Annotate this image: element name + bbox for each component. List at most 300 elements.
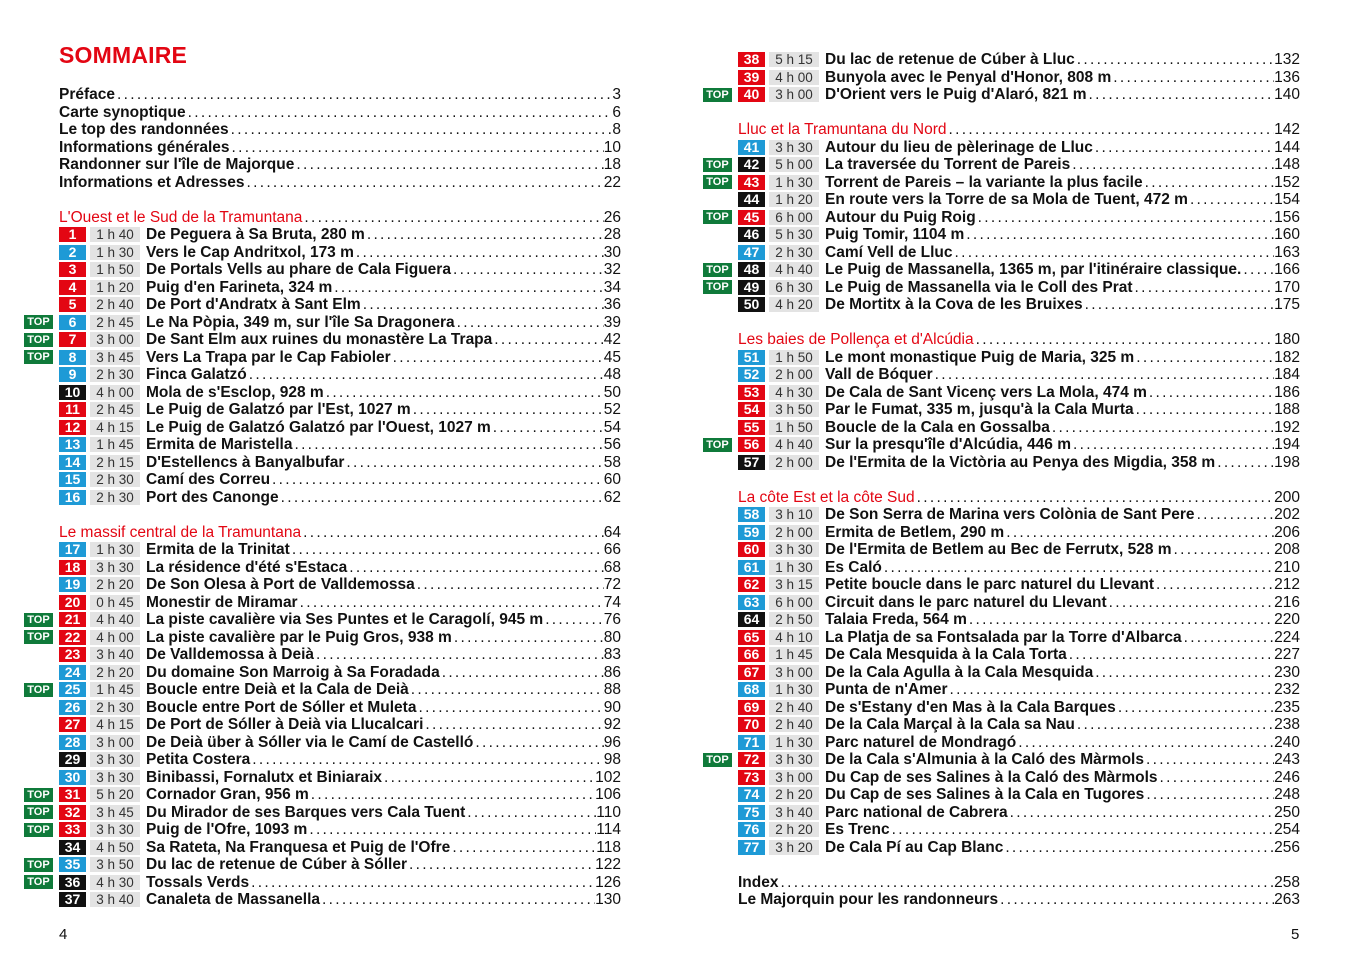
entry-text xyxy=(825,524,1274,542)
page-ref: 28 xyxy=(603,226,621,243)
duration-badge: 2 h 45 xyxy=(90,402,140,417)
hike-row[interactable] xyxy=(59,576,621,594)
entry-text xyxy=(738,489,1274,507)
hike-number-badge: 14 xyxy=(59,455,86,470)
back-matter-entry[interactable] xyxy=(738,891,1300,909)
page-ref: 118 xyxy=(596,838,621,856)
hike-row[interactable] xyxy=(59,296,621,314)
hike-title: De l'Ermita de Betlem au Bec de Ferrutx, 528 m xyxy=(825,541,1172,558)
hike-row[interactable] xyxy=(27,611,621,629)
hike-row[interactable] xyxy=(738,804,1300,822)
leader-dots xyxy=(425,716,603,734)
hike-title: Torrent de Pareis – la variante la plus facile xyxy=(825,173,1143,191)
page-ref: 212 xyxy=(1274,576,1300,593)
hike-row[interactable] xyxy=(738,296,1300,314)
duration-badge: 4 h 00 xyxy=(90,385,140,400)
entry-label: La côte Est et la côte Sud xyxy=(738,488,915,506)
entry-text xyxy=(146,734,604,752)
entry-text xyxy=(146,454,604,472)
hike-row[interactable] xyxy=(59,261,621,279)
entry-text xyxy=(825,699,1274,717)
entry-text xyxy=(825,174,1274,192)
page-ref: 232 xyxy=(1274,681,1300,698)
hike-title: Vers le Cap Andritxol, 173 m xyxy=(146,243,354,261)
hike-row[interactable] xyxy=(738,139,1300,157)
hike-title: Port des Canonge xyxy=(146,488,279,506)
hike-row[interactable] xyxy=(59,419,621,437)
page-ref: 254 xyxy=(1274,821,1300,838)
entry-text xyxy=(825,244,1274,262)
hike-number-badge: 47 xyxy=(738,245,765,260)
duration-badge: 1 h 40 xyxy=(90,227,140,242)
front-matter-entry[interactable] xyxy=(59,139,621,157)
top-badge: TOP xyxy=(24,805,53,819)
hike-number-badge: 60 xyxy=(738,542,765,557)
hike-row[interactable] xyxy=(27,856,621,874)
leader-dots xyxy=(1118,699,1274,717)
duration-badge: 3 h 30 xyxy=(90,560,140,575)
entry-text xyxy=(825,804,1274,822)
leader-dots xyxy=(1109,594,1274,612)
entry-text xyxy=(146,699,604,717)
hike-row[interactable] xyxy=(738,506,1300,524)
hike-row[interactable] xyxy=(59,279,621,297)
hike-title: D'Orient vers le Puig d'Alaró, 821 m xyxy=(825,86,1087,103)
hike-title: Boucle entre Port de Sóller et Muleta xyxy=(146,698,417,716)
entry-text xyxy=(146,314,604,332)
hike-row[interactable] xyxy=(59,839,621,857)
section-heading[interactable] xyxy=(59,209,621,227)
leader-dots xyxy=(1089,86,1275,104)
hike-number-badge: 24 xyxy=(59,665,86,680)
hike-number-badge: 4 xyxy=(59,280,86,295)
hike-number-badge: 13 xyxy=(59,437,86,452)
page-ref: 188 xyxy=(1274,401,1300,418)
hike-number-badge: 7 xyxy=(59,332,86,347)
entry-text xyxy=(146,646,604,664)
hike-number-badge: 63 xyxy=(738,595,765,610)
entry-text xyxy=(825,139,1274,157)
hike-title: De la Cala s'Almunia à la Caló des Màrmols xyxy=(825,751,1144,768)
hike-row[interactable] xyxy=(706,173,1300,192)
leader-dots xyxy=(1184,629,1275,647)
hike-row[interactable] xyxy=(27,873,621,892)
hike-row[interactable] xyxy=(738,51,1300,69)
page-ref: 45 xyxy=(603,348,621,366)
duration-badge: 3 h 40 xyxy=(90,647,140,662)
page-ref: 66 xyxy=(603,541,621,558)
hike-row[interactable] xyxy=(59,751,621,769)
entry-text xyxy=(825,769,1274,787)
leader-dots xyxy=(417,576,604,594)
hike-title: Autour du Puig Roig xyxy=(825,208,976,226)
hike-title: De Port de Sóller à Deià via Llucalcari xyxy=(146,716,424,733)
hike-title: Le Puig de Galatzó par l'Est, 1027 m xyxy=(146,401,411,418)
hike-number-badge: 12 xyxy=(59,420,86,435)
leader-dots xyxy=(1018,734,1274,752)
hike-row[interactable] xyxy=(738,244,1300,262)
hike-row[interactable] xyxy=(27,821,621,839)
duration-badge: 5 h 20 xyxy=(90,787,140,802)
leader-dots xyxy=(349,559,604,577)
hike-title: Circuit dans le parc naturel du Llevant xyxy=(825,593,1107,611)
hike-row[interactable] xyxy=(738,559,1300,577)
page-ref: 175 xyxy=(1274,296,1300,313)
page-ref: 30 xyxy=(603,243,621,261)
hike-row[interactable] xyxy=(738,594,1300,612)
page-ref: 42 xyxy=(603,331,621,348)
hike-row[interactable] xyxy=(738,524,1300,542)
entry-text xyxy=(146,489,604,507)
page-ref: 194 xyxy=(1274,436,1300,453)
hike-row[interactable] xyxy=(738,769,1300,787)
hike-row[interactable] xyxy=(59,454,621,472)
hike-row[interactable] xyxy=(738,576,1300,594)
section-heading[interactable] xyxy=(59,524,621,542)
entry-label: Préface xyxy=(59,86,116,103)
leader-dots xyxy=(935,366,1274,384)
duration-badge: 4 h 40 xyxy=(769,437,819,452)
hike-title: Monestir de Miramar xyxy=(146,593,298,611)
hike-row[interactable] xyxy=(27,313,621,332)
page-ref: 210 xyxy=(1274,558,1300,576)
hike-title: Binibassi, Fornalutx et Biniaraix xyxy=(146,768,383,786)
entry-text xyxy=(146,244,604,262)
hike-row[interactable] xyxy=(738,681,1300,699)
hike-number-badge: 9 xyxy=(59,367,86,382)
leader-dots xyxy=(246,174,603,192)
entry-text xyxy=(146,786,595,804)
entry-text xyxy=(146,541,604,559)
hike-row[interactable] xyxy=(59,366,621,384)
top-badge: TOP xyxy=(703,158,732,172)
page-ref: 68 xyxy=(603,558,621,576)
page-ref: 36 xyxy=(603,296,621,313)
duration-badge: 2 h 40 xyxy=(769,700,819,715)
hike-row[interactable] xyxy=(59,541,621,559)
entry-label: Les baies de Pollença et d'Alcúdia xyxy=(738,331,974,348)
leader-dots xyxy=(231,121,613,139)
page-ref: 227 xyxy=(1274,646,1300,663)
entry-text xyxy=(146,226,604,244)
entry-text xyxy=(825,261,1274,279)
duration-badge: 4 h 30 xyxy=(90,875,140,890)
duration-badge: 1 h 45 xyxy=(90,437,140,452)
hike-row[interactable] xyxy=(59,226,621,244)
entry-text xyxy=(738,891,1274,909)
hike-title: La Platja de sa Fontsalada par la Torre d'Albarca xyxy=(825,628,1182,646)
hike-row[interactable] xyxy=(27,628,621,647)
entry-text xyxy=(146,664,604,682)
duration-badge: 2 h 20 xyxy=(90,577,140,592)
hike-row[interactable] xyxy=(738,401,1300,419)
page-ref: 230 xyxy=(1274,663,1300,681)
hike-row[interactable] xyxy=(738,349,1300,367)
entry-text xyxy=(146,419,604,437)
hike-row[interactable] xyxy=(59,646,621,664)
leader-dots xyxy=(955,244,1275,262)
leader-dots xyxy=(1190,191,1274,209)
duration-badge: 6 h 00 xyxy=(769,210,819,225)
hike-row[interactable] xyxy=(59,471,621,489)
hike-row[interactable] xyxy=(738,786,1300,804)
page-ref: 256 xyxy=(1274,838,1300,856)
hike-row[interactable] xyxy=(27,331,621,349)
hike-number-badge: 33 xyxy=(59,822,86,837)
page-ref: 148 xyxy=(1274,156,1300,173)
hike-number-badge: 52 xyxy=(738,367,765,382)
front-matter-entry[interactable] xyxy=(59,156,621,174)
hike-row[interactable] xyxy=(738,454,1300,472)
front-matter-entry[interactable] xyxy=(59,86,621,104)
hike-title: Finca Galatzó xyxy=(146,366,247,383)
entry-text xyxy=(146,279,604,297)
hike-title: De s'Estany d'en Mas à la Cala Barques xyxy=(825,698,1116,716)
hike-number-badge: 25 xyxy=(59,682,86,697)
hike-row[interactable] xyxy=(59,699,621,717)
entry-text xyxy=(146,261,604,279)
duration-badge: 1 h 45 xyxy=(769,647,819,662)
hike-title: Vers La Trapa par le Cap Fabioler xyxy=(146,348,391,366)
leader-dots xyxy=(272,471,604,489)
hike-number-badge: 59 xyxy=(738,525,765,540)
hike-row[interactable] xyxy=(706,208,1300,227)
hike-row[interactable] xyxy=(59,664,621,682)
top-badge: TOP xyxy=(24,315,53,329)
hike-row[interactable] xyxy=(59,769,621,787)
hike-row[interactable] xyxy=(738,734,1300,752)
duration-badge: 4 h 00 xyxy=(769,70,819,85)
page-ref: 243 xyxy=(1274,751,1300,768)
entry-text xyxy=(825,506,1274,524)
section-heading[interactable] xyxy=(738,121,1300,139)
hike-number-badge: 18 xyxy=(59,560,86,575)
hike-number-badge: 39 xyxy=(738,70,765,85)
duration-badge: 1 h 30 xyxy=(769,175,819,190)
hike-row[interactable] xyxy=(706,86,1300,104)
entry-text xyxy=(59,524,604,542)
leader-dots xyxy=(1095,139,1274,157)
duration-badge: 1 h 50 xyxy=(90,262,140,277)
hike-row[interactable] xyxy=(27,681,621,699)
hike-row[interactable] xyxy=(706,278,1300,297)
hike-title: Le Puig de Galatzó Galatzó par l'Ouest, 1027 m xyxy=(146,418,491,436)
hike-number-badge: 15 xyxy=(59,472,86,487)
hike-title: La résidence d'été s'Estaca xyxy=(146,558,348,576)
hike-title: De la Cala Marçal à la Cala sa Nau xyxy=(825,716,1075,733)
duration-badge: 4 h 15 xyxy=(90,420,140,435)
hike-row[interactable] xyxy=(706,436,1300,454)
duration-badge: 3 h 40 xyxy=(769,805,819,820)
hike-title: De Portals Vells au phare de Cala Figuera xyxy=(146,261,451,278)
leader-dots xyxy=(1160,769,1275,787)
hike-number-badge: 5 xyxy=(59,297,86,312)
hike-row[interactable] xyxy=(706,156,1300,174)
top-badge: TOP xyxy=(24,788,53,802)
hike-row[interactable] xyxy=(59,489,621,507)
hike-number-badge: 41 xyxy=(738,140,765,155)
hike-number-badge: 58 xyxy=(738,507,765,522)
duration-badge: 2 h 00 xyxy=(769,525,819,540)
hike-row[interactable] xyxy=(738,191,1300,209)
entry-text xyxy=(146,629,604,647)
hike-title: De Valldemossa à Deià xyxy=(146,646,315,663)
duration-badge: 3 h 20 xyxy=(769,840,819,855)
hike-title: Par le Fumat, 335 m, jusqu'à la Cala Murta xyxy=(825,401,1134,418)
page-ref: 80 xyxy=(603,628,621,646)
page-ref: 64 xyxy=(603,523,621,541)
entry-label: Le top des randonnées xyxy=(59,121,229,138)
hike-number-badge: 51 xyxy=(738,350,765,365)
duration-badge: 3 h 15 xyxy=(769,577,819,592)
spacer xyxy=(738,314,1300,332)
hike-row[interactable] xyxy=(59,436,621,454)
hike-title: Autour du lieu de pèlerinage de Lluc xyxy=(825,138,1093,156)
page-ref: 202 xyxy=(1274,506,1300,523)
hike-row[interactable] xyxy=(738,699,1300,717)
hike-row[interactable] xyxy=(738,384,1300,402)
front-matter-entry[interactable] xyxy=(59,174,621,192)
page-ref: 144 xyxy=(1274,138,1300,156)
hike-title: Du Cap de ses Salines à la Cala en Tugores xyxy=(825,786,1145,803)
hike-row[interactable] xyxy=(59,401,621,419)
leader-dots xyxy=(296,156,603,174)
page-ref: 110 xyxy=(596,803,621,821)
duration-badge: 3 h 30 xyxy=(769,752,819,767)
duration-badge: 3 h 30 xyxy=(90,752,140,767)
duration-badge: 4 h 50 xyxy=(90,840,140,855)
leader-dots xyxy=(884,559,1274,577)
page-ref: 166 xyxy=(1274,261,1300,278)
duration-badge: 3 h 30 xyxy=(769,140,819,155)
entry-text xyxy=(825,786,1274,804)
hike-row[interactable] xyxy=(738,611,1300,629)
leader-dots xyxy=(1006,524,1274,542)
entry-text xyxy=(59,156,604,174)
hike-row[interactable] xyxy=(738,366,1300,384)
page-ref: 8 xyxy=(612,121,621,138)
leader-dots xyxy=(311,786,595,804)
entry-label: Informations générales xyxy=(59,138,230,156)
top-badge: TOP xyxy=(24,333,53,347)
hike-number-badge: 2 xyxy=(59,245,86,260)
duration-badge: 1 h 20 xyxy=(90,280,140,295)
hike-row[interactable] xyxy=(59,594,621,612)
entry-text xyxy=(825,751,1274,769)
hike-title: Mola de s'Esclop, 928 m xyxy=(146,383,324,401)
page-ref: 263 xyxy=(1274,891,1300,908)
hike-row[interactable] xyxy=(738,839,1300,857)
page-ref: 160 xyxy=(1274,226,1300,243)
hike-number-badge: 74 xyxy=(738,787,765,802)
section-heading[interactable] xyxy=(738,489,1300,507)
hike-row[interactable] xyxy=(706,261,1300,279)
entry-text xyxy=(825,594,1274,612)
page-ref: 240 xyxy=(1274,733,1300,751)
hike-row[interactable] xyxy=(738,664,1300,682)
hike-row[interactable] xyxy=(738,419,1300,437)
front-matter-entry[interactable] xyxy=(59,121,621,139)
hike-row[interactable] xyxy=(59,734,621,752)
hike-title: Talaia Freda, 564 m xyxy=(825,611,967,628)
entry-text xyxy=(146,874,595,892)
hike-row[interactable] xyxy=(738,226,1300,244)
entry-text xyxy=(825,734,1274,752)
entry-text xyxy=(146,576,604,594)
back-matter-entry[interactable] xyxy=(738,874,1300,892)
entry-text xyxy=(146,681,604,699)
hike-row[interactable] xyxy=(59,384,621,402)
top-badge: TOP xyxy=(703,263,732,277)
entry-text xyxy=(825,209,1274,227)
leader-dots xyxy=(457,314,604,332)
hike-row[interactable] xyxy=(738,716,1300,734)
leader-dots xyxy=(117,86,612,104)
hike-row[interactable] xyxy=(706,751,1300,769)
hike-row[interactable] xyxy=(738,646,1300,664)
hike-number-badge: 61 xyxy=(738,560,765,575)
hike-row[interactable] xyxy=(59,891,621,909)
hike-row[interactable] xyxy=(27,803,621,822)
hike-row[interactable] xyxy=(738,69,1300,87)
top-badge: TOP xyxy=(24,823,53,837)
hike-number-badge: 44 xyxy=(738,192,765,207)
entry-text xyxy=(146,751,604,769)
hike-number-badge: 23 xyxy=(59,647,86,662)
hike-row[interactable] xyxy=(738,821,1300,839)
page-ref: 92 xyxy=(603,716,621,733)
hike-row[interactable] xyxy=(27,786,621,804)
page-ref: 39 xyxy=(603,313,621,331)
duration-badge: 2 h 00 xyxy=(769,367,819,382)
hike-number-badge: 57 xyxy=(738,455,765,470)
front-matter-entry[interactable] xyxy=(59,104,621,122)
hike-number-badge: 36 xyxy=(59,875,86,890)
page-ref: 102 xyxy=(595,768,621,786)
leader-dots xyxy=(1197,506,1275,524)
hike-row[interactable] xyxy=(59,559,621,577)
entry-text xyxy=(146,769,595,787)
entry-text xyxy=(59,121,612,139)
page-ref: 48 xyxy=(603,366,621,383)
leader-dots xyxy=(309,821,596,839)
page-ref: 83 xyxy=(603,646,621,663)
leader-dots xyxy=(1005,839,1274,857)
hike-title: De Cala Pí au Cap Blanc xyxy=(825,838,1004,856)
hike-row[interactable] xyxy=(738,629,1300,647)
duration-badge: 1 h 30 xyxy=(769,560,819,575)
hike-row[interactable] xyxy=(27,348,621,367)
entry-text xyxy=(146,716,604,734)
hike-title: Du domaine Son Marroig à Sa Foradada xyxy=(146,663,440,681)
top-badge: TOP xyxy=(24,875,53,889)
leader-dots xyxy=(1010,804,1275,822)
leader-dots xyxy=(356,244,604,262)
leader-dots xyxy=(409,856,595,874)
page-ref: 224 xyxy=(1274,628,1300,646)
leader-dots xyxy=(1136,349,1274,367)
hike-row[interactable] xyxy=(59,716,621,734)
hike-number-badge: 10 xyxy=(59,385,86,400)
hike-row[interactable] xyxy=(738,541,1300,559)
leader-dots xyxy=(454,629,604,647)
section-heading[interactable] xyxy=(738,331,1300,349)
hike-title: Sa Rateta, Na Franquesa et Puig de l'Ofre xyxy=(146,838,451,856)
hike-row[interactable] xyxy=(59,244,621,262)
leader-dots xyxy=(1069,646,1274,664)
spacer xyxy=(59,191,621,209)
page-ref: 136 xyxy=(1274,68,1300,86)
